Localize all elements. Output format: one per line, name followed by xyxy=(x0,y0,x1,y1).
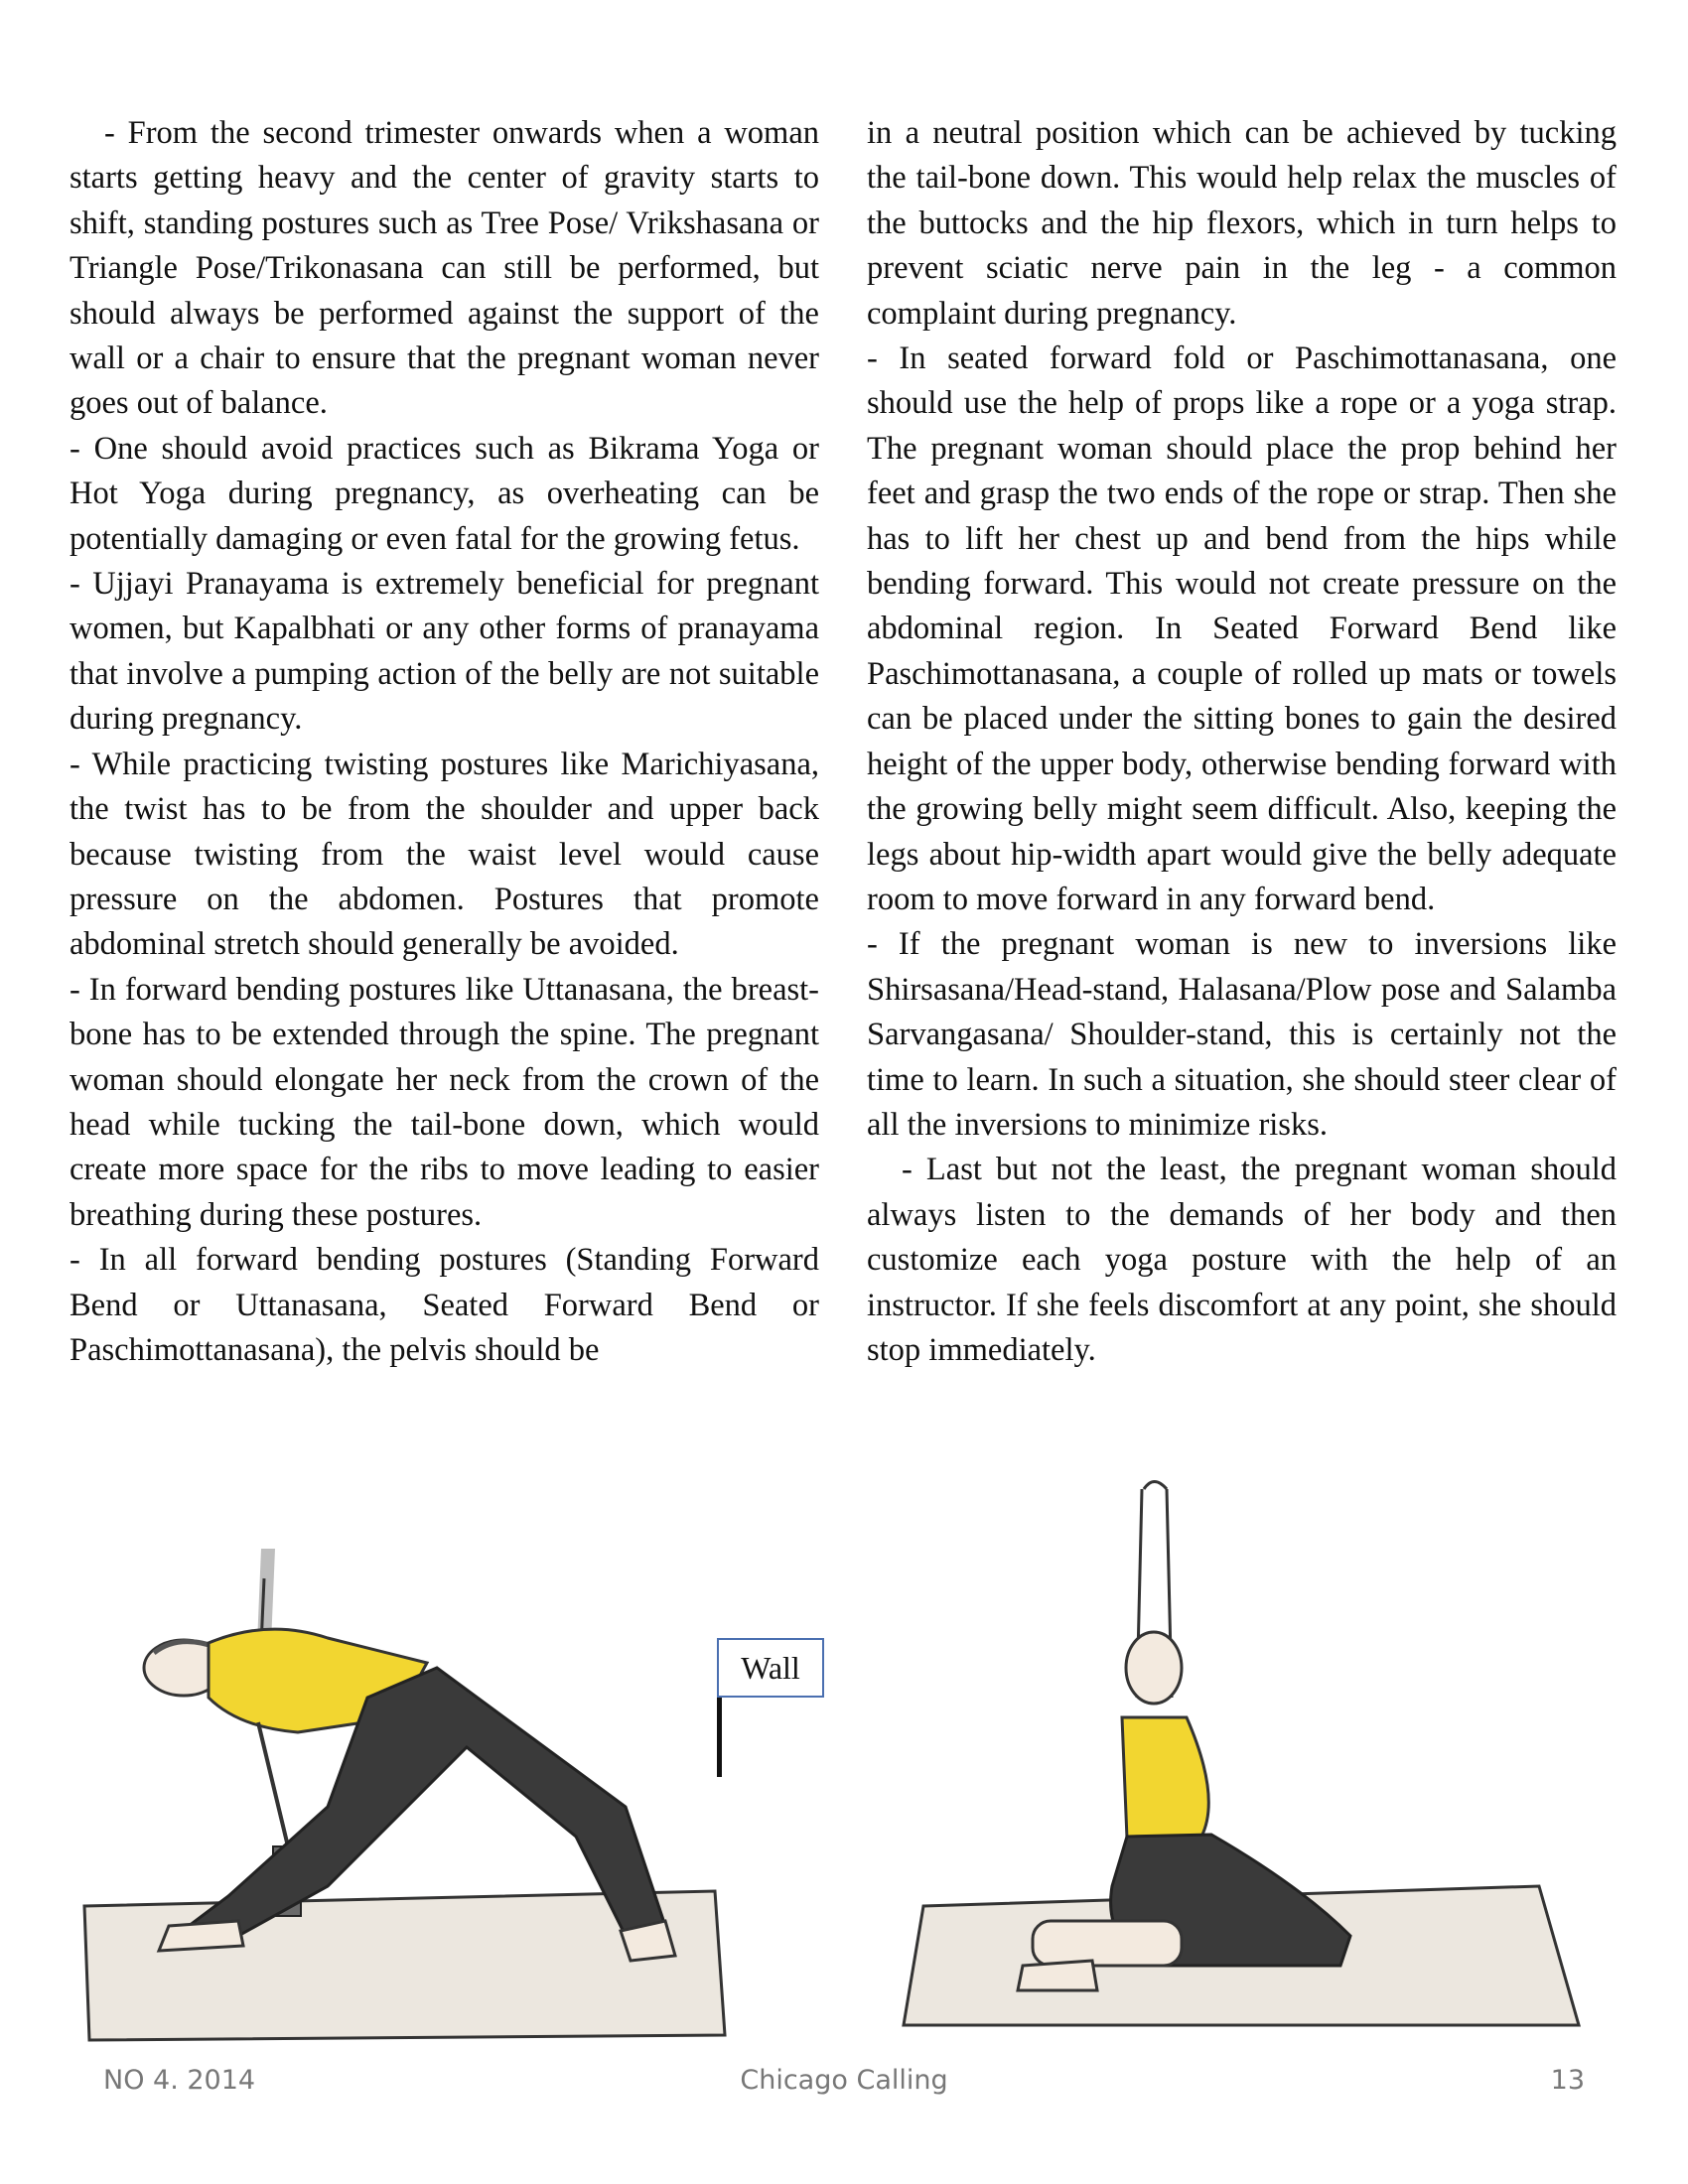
paragraph: - In forward bending postures like Uttanasana, the breast-bone has to be extended through the spine. The pregnant woman should elongate her neck from the crown of the head while tucking the tail-bone down, which would create more space for the ribs to move leading to easier breathing during these postures. xyxy=(70,971,819,1233)
triangle-pose-illustration xyxy=(70,1549,735,2045)
paragraph: - One should avoid practices such as Bikrama Yoga or Hot Yoga during pregnancy, as overheating can be potentially damaging or even fatal for the growing fetus. xyxy=(70,430,819,557)
page-number: 13 xyxy=(1550,2065,1585,2096)
paragraph: - While practicing twisting postures like Marichiyasana, the twist has to be from the shoulder and upper back because twisting from the waist level would cause pressure on the abdomen. Postures that promote abdominal stretch should generally be avoided. xyxy=(70,746,819,963)
paragraph: - In all forward bending postures (Standing Forward Bend or Uttanasana, Seated Forward Bend or Paschimottanasana), the pelvis should be xyxy=(70,1242,819,1368)
wall-label: Wall xyxy=(717,1638,824,1698)
left-column xyxy=(70,111,819,1373)
kneeling-arms-up-illustration xyxy=(884,1469,1599,2045)
paragraph: in a neutral position which can be achieved by tucking the tail-bone down. This would help relax the muscles of the buttocks and the hip flexors, which in turn helps to prevent sciatic nerve pain in the leg - a common complaint during pregnancy. xyxy=(867,115,1617,332)
paragraph: - Ujjayi Pranayama is extremely beneficial for pregnant women, but Kapalbhati or any other forms of pranayama that involve a pumping action of the belly are not suitable during pregnancy. xyxy=(70,566,819,738)
footer-issue: NO 4. 2014 xyxy=(103,2065,256,2096)
paragraph: - Last but not the least, the pregnant woman should always listen to the demands of her body and then customize each yoga posture with the help of an instructor. If she feels discomfort at any point, she should stop immediately. xyxy=(867,1152,1617,1368)
paragraph: - If the pregnant woman is new to inversions like Shirsasana/Head-stand, Halasana/Plow pose and Salamba Sarvangasana/ Shoulder-stand, this is certainly not the time to learn. In such a situation, she should steer clear of all the inversions to minimize risks. xyxy=(867,926,1617,1143)
right-column xyxy=(867,111,1617,1373)
footer-title: Chicago Calling xyxy=(740,2065,948,2096)
paragraph: - From the second trimester onwards when a woman starts getting heavy and the center of gravity starts to shift, standing postures such as Tree Pose/ Vrikshasana or Triangle Pose/Trikonasana can still be performed, but should always be performed against the support of the wall or a chair to ensure that the pregnant woman never goes out of balance. xyxy=(70,115,819,422)
paragraph: - In seated forward fold or Paschimottanasana, one should use the help of props like a rope or a yoga strap. The pregnant woman should place the prop behind her feet and grasp the two ends of the rope or strap. Then she has to lift her chest up and bend from the hips while bending forward. This would not create pressure on the abdominal region. In Seated Forward Bend like Paschimottanasana, a couple of rolled up mats or towels can be placed under the sitting bones to gain the desired height of the upper body, otherwise bending forward with the growing belly might seem difficult. Also, keeping the legs about hip-width apart would give the belly adequate room to move forward in any forward bend. xyxy=(867,341,1617,917)
